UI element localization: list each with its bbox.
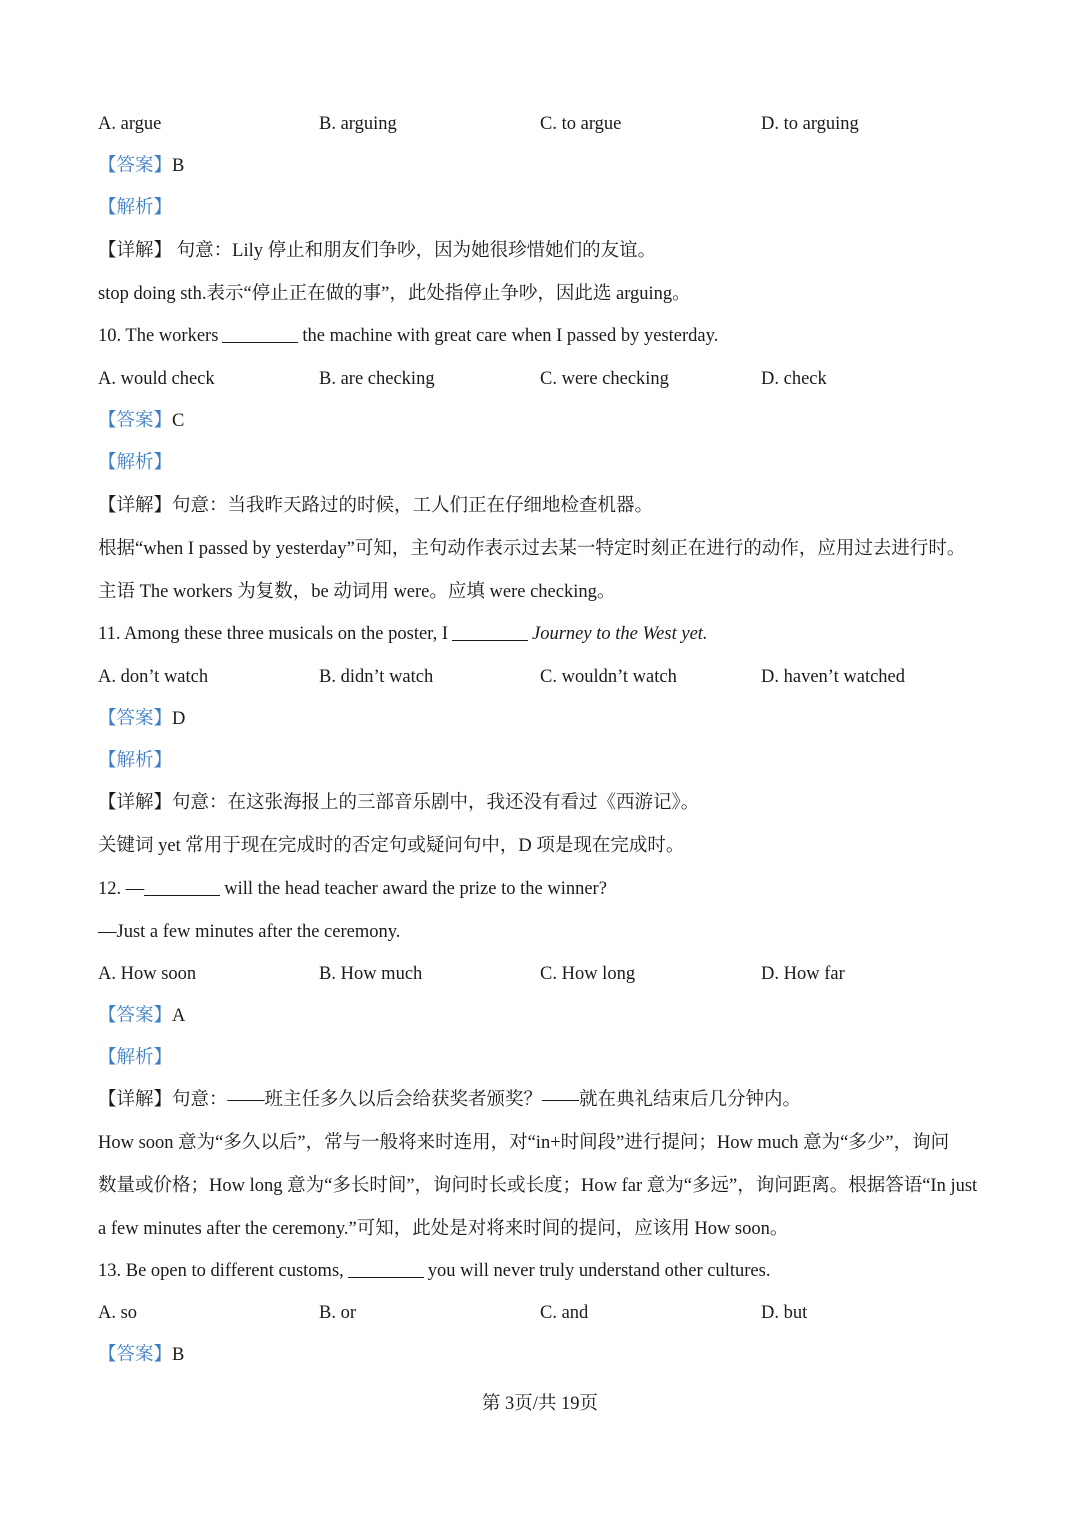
q11-option-a: A. don’t watch	[98, 667, 209, 687]
q10-detail: 【详解】句意：当我昨天路过的时候，工人们正在仔细地检查机器。	[98, 496, 654, 516]
q12-answer: 【答案】A	[98, 1006, 186, 1026]
q11-options	[98, 665, 998, 689]
q9-option-a: A. argue	[98, 114, 162, 134]
q11-analysis-tag: 【解析】	[98, 751, 173, 771]
q10-option-d: D. check	[761, 369, 827, 389]
q12-option-c: C. How long	[540, 964, 636, 984]
answer-blank	[348, 1261, 424, 1278]
q10-explanation-2: 主语 The workers 为复数，be 动词用 were。应填 were checking。	[98, 582, 616, 602]
answer-tag: 【答案】	[98, 156, 173, 176]
q13-stem: 13. Be open to different customs, you will never truly understand other cultures.	[98, 1261, 771, 1281]
q10-explanation-1: 根据“when I passed by yesterday”可知，主句动作表示过去某一特定时刻正在进行的动作，应用过去进行时。	[98, 539, 966, 559]
q10-stem: 10. The workers the machine with great care when I passed by yesterday.	[98, 326, 719, 346]
q12-reply: —Just a few minutes after the ceremony.	[98, 922, 401, 942]
q11-answer: 【答案】D	[98, 709, 186, 729]
detail-tag: 【详解】	[98, 241, 173, 261]
q12-option-a: A. How soon	[98, 964, 197, 984]
page-footer: 第 3页/共 19页	[481, 1394, 599, 1414]
q10-option-a: A. would check	[98, 369, 215, 389]
q11-detail: 【详解】句意：在这张海报上的三部音乐剧中，我还没有看过《西游记》。	[98, 793, 700, 813]
q12-options	[98, 962, 998, 986]
q9-detail: 【详解】 句意：Lily 停止和朋友们争吵，因为她很珍惜她们的友谊。	[98, 241, 657, 261]
answer-blank	[144, 879, 220, 896]
answer-blank	[452, 624, 528, 641]
q10-analysis-tag: 【解析】	[98, 453, 173, 473]
q11-option-c: C. wouldn’t watch	[540, 667, 677, 687]
q12-explanation-2: 数量或价格；How long 意为“多长时间”，询问时长或长度；How far 意为“多远”，询问距离。根据答语“In just	[98, 1176, 978, 1196]
q10-answer: 【答案】C	[98, 411, 185, 431]
q13-option-c: C. and	[540, 1303, 589, 1323]
q9-option-b: B. arguing	[319, 114, 397, 134]
q13-option-b: B. or	[319, 1303, 356, 1323]
q11-explanation: 关键词 yet 常用于现在完成时的否定句或疑问句中，D 项是现在完成时。	[98, 836, 685, 856]
q12-analysis-tag: 【解析】	[98, 1048, 173, 1068]
q13-options	[98, 1301, 998, 1325]
answer-blank	[222, 326, 298, 343]
q11-option-b: B. didn’t watch	[319, 667, 434, 687]
q13-option-d: D. but	[761, 1303, 808, 1323]
q10-option-b: B. are checking	[319, 369, 435, 389]
q13-option-a: A. so	[98, 1303, 138, 1323]
q9-option-c: C. to argue	[540, 114, 622, 134]
q12-detail: 【详解】句意：——班主任多久以后会给获奖者颁奖？——就在典礼结束后几分钟内。	[98, 1090, 802, 1110]
q12-explanation-1: How soon 意为“多久以后”，常与一般将来时连用，对“in+时间段”进行提问；How much 意为“多少”，询问	[98, 1133, 950, 1153]
q13-answer: 【答案】B	[98, 1345, 185, 1365]
q9-explanation: stop doing sth.表示“停止正在做的事”，此处指停止争吵，因此选 arguing。	[98, 284, 691, 304]
q10-option-c: C. were checking	[540, 369, 669, 389]
q10-options	[98, 367, 998, 391]
q11-option-d: D. haven’t watched	[761, 667, 906, 687]
q9-answer: 【答案】B	[98, 156, 185, 176]
q12-stem: 12. — will the head teacher award the prize to the winner?	[98, 879, 607, 899]
q12-explanation-3: a few minutes after the ceremony.”可知，此处是对将来时间的提问，应该用 How soon。	[98, 1219, 789, 1239]
q12-option-d: D. How far	[761, 964, 845, 984]
q9-option-d: D. to arguing	[761, 114, 859, 134]
q9-options	[98, 112, 998, 136]
q9-analysis-tag: 【解析】	[98, 198, 173, 218]
q11-stem: 11. Among these three musicals on the poster, I Journey to the West yet.	[98, 624, 708, 644]
q12-option-b: B. How much	[319, 964, 423, 984]
